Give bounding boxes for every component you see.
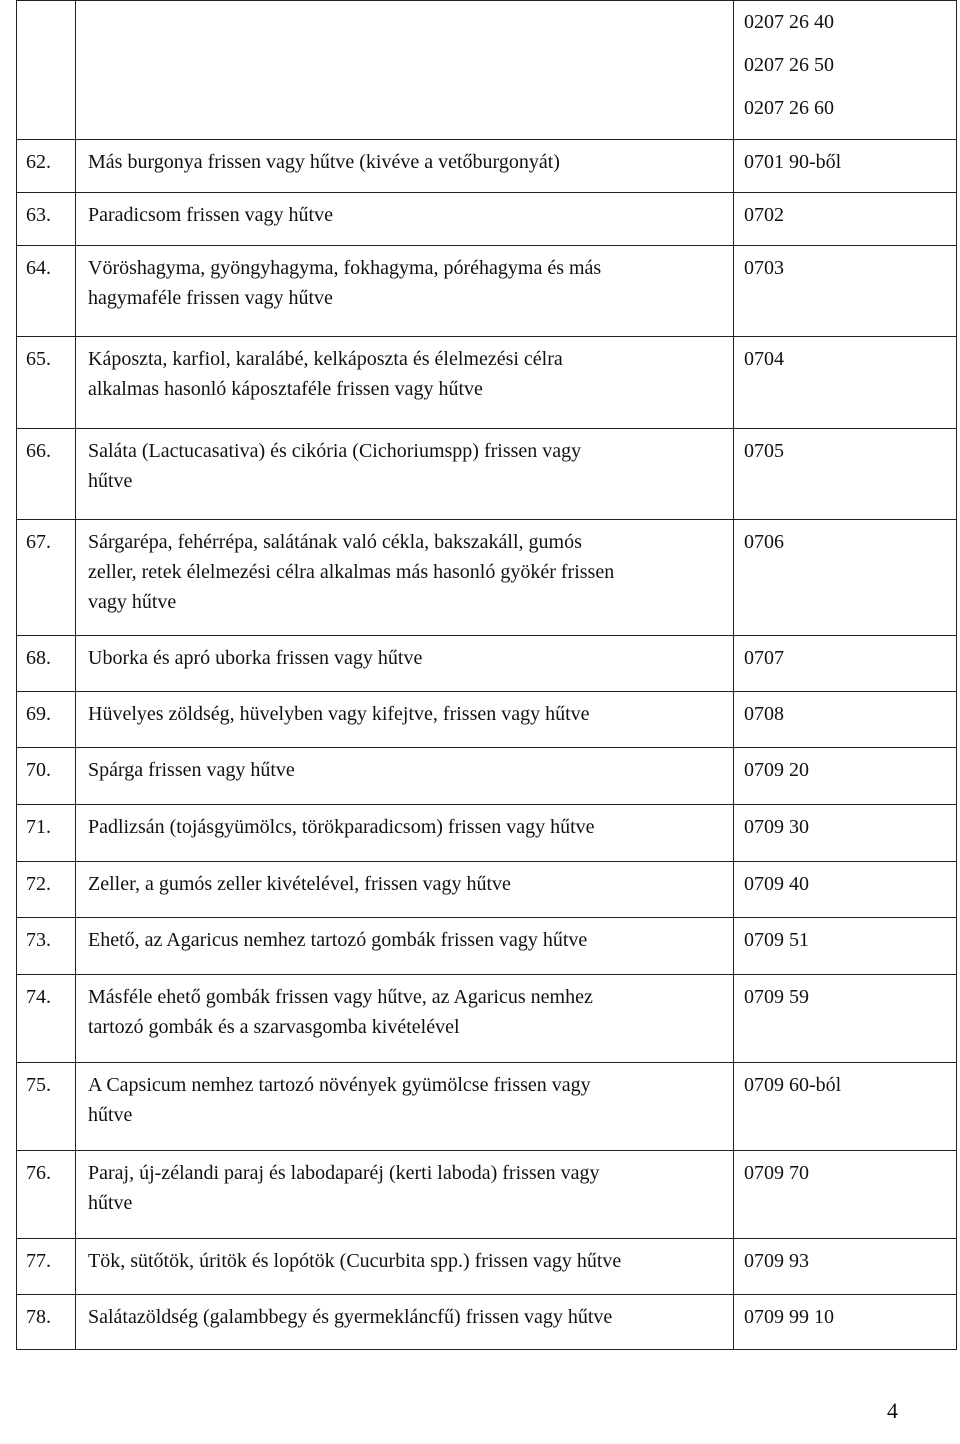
description-line: hűtve	[88, 1192, 133, 1214]
table-row	[17, 1295, 957, 1350]
row-number: 75.	[17, 1063, 76, 1151]
tariff-code: 0701 90-ből	[734, 140, 957, 193]
tariff-code: 0707	[734, 636, 957, 692]
description-line: Salátazöldség (galambbegy és gyermekláncfű) frissen vagy hűtve	[88, 1306, 613, 1328]
description-line: tartozó gombák és a szarvasgomba kivételével	[88, 1016, 460, 1038]
table-row	[17, 692, 957, 748]
description-cell	[76, 636, 734, 692]
description-cell	[76, 429, 734, 520]
tariff-code: 0703	[734, 246, 957, 337]
description-cell	[76, 140, 734, 193]
description-line: alkalmas hasonló káposztaféle frissen vagy hűtve	[88, 378, 483, 400]
description-cell	[76, 748, 734, 805]
tariff-code: 0704	[734, 337, 957, 429]
tariff-code: 0709 70	[734, 1151, 957, 1239]
description-line: zeller, retek élelmezési célra alkalmas más hasonló gyökér frissen	[88, 561, 615, 583]
description-line: vagy hűtve	[88, 591, 177, 613]
description-line: Sárgarépa, fehérrépa, salátának való cékla, bakszakáll, gumós	[88, 531, 582, 553]
table-row	[17, 193, 957, 246]
table-row	[17, 918, 957, 975]
tariff-code: 0709 20	[734, 748, 957, 805]
tariff-code: 0207 26 50	[744, 54, 834, 76]
row-number: 63.	[17, 193, 76, 246]
table-row	[17, 805, 957, 862]
description-cell	[76, 918, 734, 975]
table-row	[17, 429, 957, 520]
row-number: 72.	[17, 862, 76, 918]
description-line: Paradicsom frissen vagy hűtve	[88, 204, 333, 226]
tariff-code: 0706	[734, 520, 957, 636]
description-line: A Capsicum nemhez tartozó növények gyümölcse frissen vagy	[88, 1074, 591, 1096]
description-line: Saláta (Lactucasativa) és cikória (Cichoriumspp) frissen vagy	[88, 440, 582, 462]
description-line: hagymaféle frissen vagy hűtve	[88, 287, 333, 309]
description-line: Padlizsán (tojásgyümölcs, törökparadicsom) frissen vagy hűtve	[88, 816, 595, 838]
row-number: 73.	[17, 918, 76, 975]
row-number: 71.	[17, 805, 76, 862]
tariff-code: 0709 60-ból	[734, 1063, 957, 1151]
row-number: 74.	[17, 975, 76, 1063]
description-line: Ehető, az Agaricus nemhez tartozó gombák frissen vagy hűtve	[88, 929, 588, 951]
tariff-code: 0709 93	[734, 1239, 957, 1295]
tariff-code: 0709 40	[734, 862, 957, 918]
row-number: 77.	[17, 1239, 76, 1295]
description-cell	[76, 862, 734, 918]
table-row	[17, 1, 957, 140]
row-number: 70.	[17, 748, 76, 805]
description-line: Káposzta, karfiol, karalábé, kelkáposzta és élelmezési célra	[88, 348, 563, 370]
tariff-code: 0709 30	[734, 805, 957, 862]
description-cell	[76, 692, 734, 748]
table-row	[17, 748, 957, 805]
row-number: 76.	[17, 1151, 76, 1239]
row-number: 69.	[17, 692, 76, 748]
commodity-table	[16, 0, 957, 1350]
table-row	[17, 1151, 957, 1239]
table-row	[17, 636, 957, 692]
row-number-cell	[17, 1, 76, 140]
description-line: Spárga frissen vagy hűtve	[88, 759, 295, 781]
description-cell	[76, 805, 734, 862]
row-number: 64.	[17, 246, 76, 337]
tariff-code: 0207 26 40	[744, 11, 834, 33]
tariff-code: 0709 51	[734, 918, 957, 975]
table-row	[17, 520, 957, 636]
description-cell	[76, 1151, 734, 1239]
description-line: hűtve	[88, 470, 133, 492]
description-line: Másféle ehető gombák frissen vagy hűtve, az Agaricus nemhez	[88, 986, 593, 1008]
tariff-code: 0705	[734, 429, 957, 520]
table-row	[17, 975, 957, 1063]
table-row	[17, 1063, 957, 1151]
description-line: Hüvelyes zöldség, hüvelyben vagy kifejtve, frissen vagy hűtve	[88, 703, 590, 725]
row-number: 68.	[17, 636, 76, 692]
tariff-code: 0709 99 10	[734, 1295, 957, 1350]
description-cell	[76, 246, 734, 337]
description-cell	[76, 975, 734, 1063]
tariff-code: 0709 59	[734, 975, 957, 1063]
row-number: 66.	[17, 429, 76, 520]
description-cell	[76, 1, 734, 140]
description-line: Uborka és apró uborka frissen vagy hűtve	[88, 647, 423, 669]
row-number: 78.	[17, 1295, 76, 1350]
table-row	[17, 337, 957, 429]
description-line: Tök, sütőtök, úritök és lopótök (Cucurbita spp.) frissen vagy hűtve	[88, 1250, 622, 1272]
table-row	[17, 140, 957, 193]
tariff-code: 0207 26 60	[744, 97, 834, 119]
tariff-code: 0702	[734, 193, 957, 246]
row-number: 67.	[17, 520, 76, 636]
row-number: 62.	[17, 140, 76, 193]
description-line: Zeller, a gumós zeller kivételével, frissen vagy hűtve	[88, 873, 511, 895]
table-row	[17, 246, 957, 337]
page-number: 4	[887, 1398, 898, 1423]
description-cell	[76, 193, 734, 246]
description-cell	[76, 337, 734, 429]
table-row	[17, 862, 957, 918]
description-cell	[76, 1239, 734, 1295]
table-row	[17, 1239, 957, 1295]
tariff-code: 0708	[734, 692, 957, 748]
description-line: Vöröshagyma, gyöngyhagyma, fokhagyma, póréhagyma és más	[88, 257, 602, 279]
description-cell	[76, 1063, 734, 1151]
description-line: hűtve	[88, 1104, 133, 1126]
description-line: Más burgonya frissen vagy hűtve (kivéve a vetőburgonyát)	[88, 151, 560, 173]
description-line: Paraj, új-zélandi paraj és labodaparéj (kerti laboda) frissen vagy	[88, 1162, 600, 1184]
description-cell	[76, 1295, 734, 1350]
code-cell	[734, 1, 957, 140]
row-number: 65.	[17, 337, 76, 429]
description-cell	[76, 520, 734, 636]
